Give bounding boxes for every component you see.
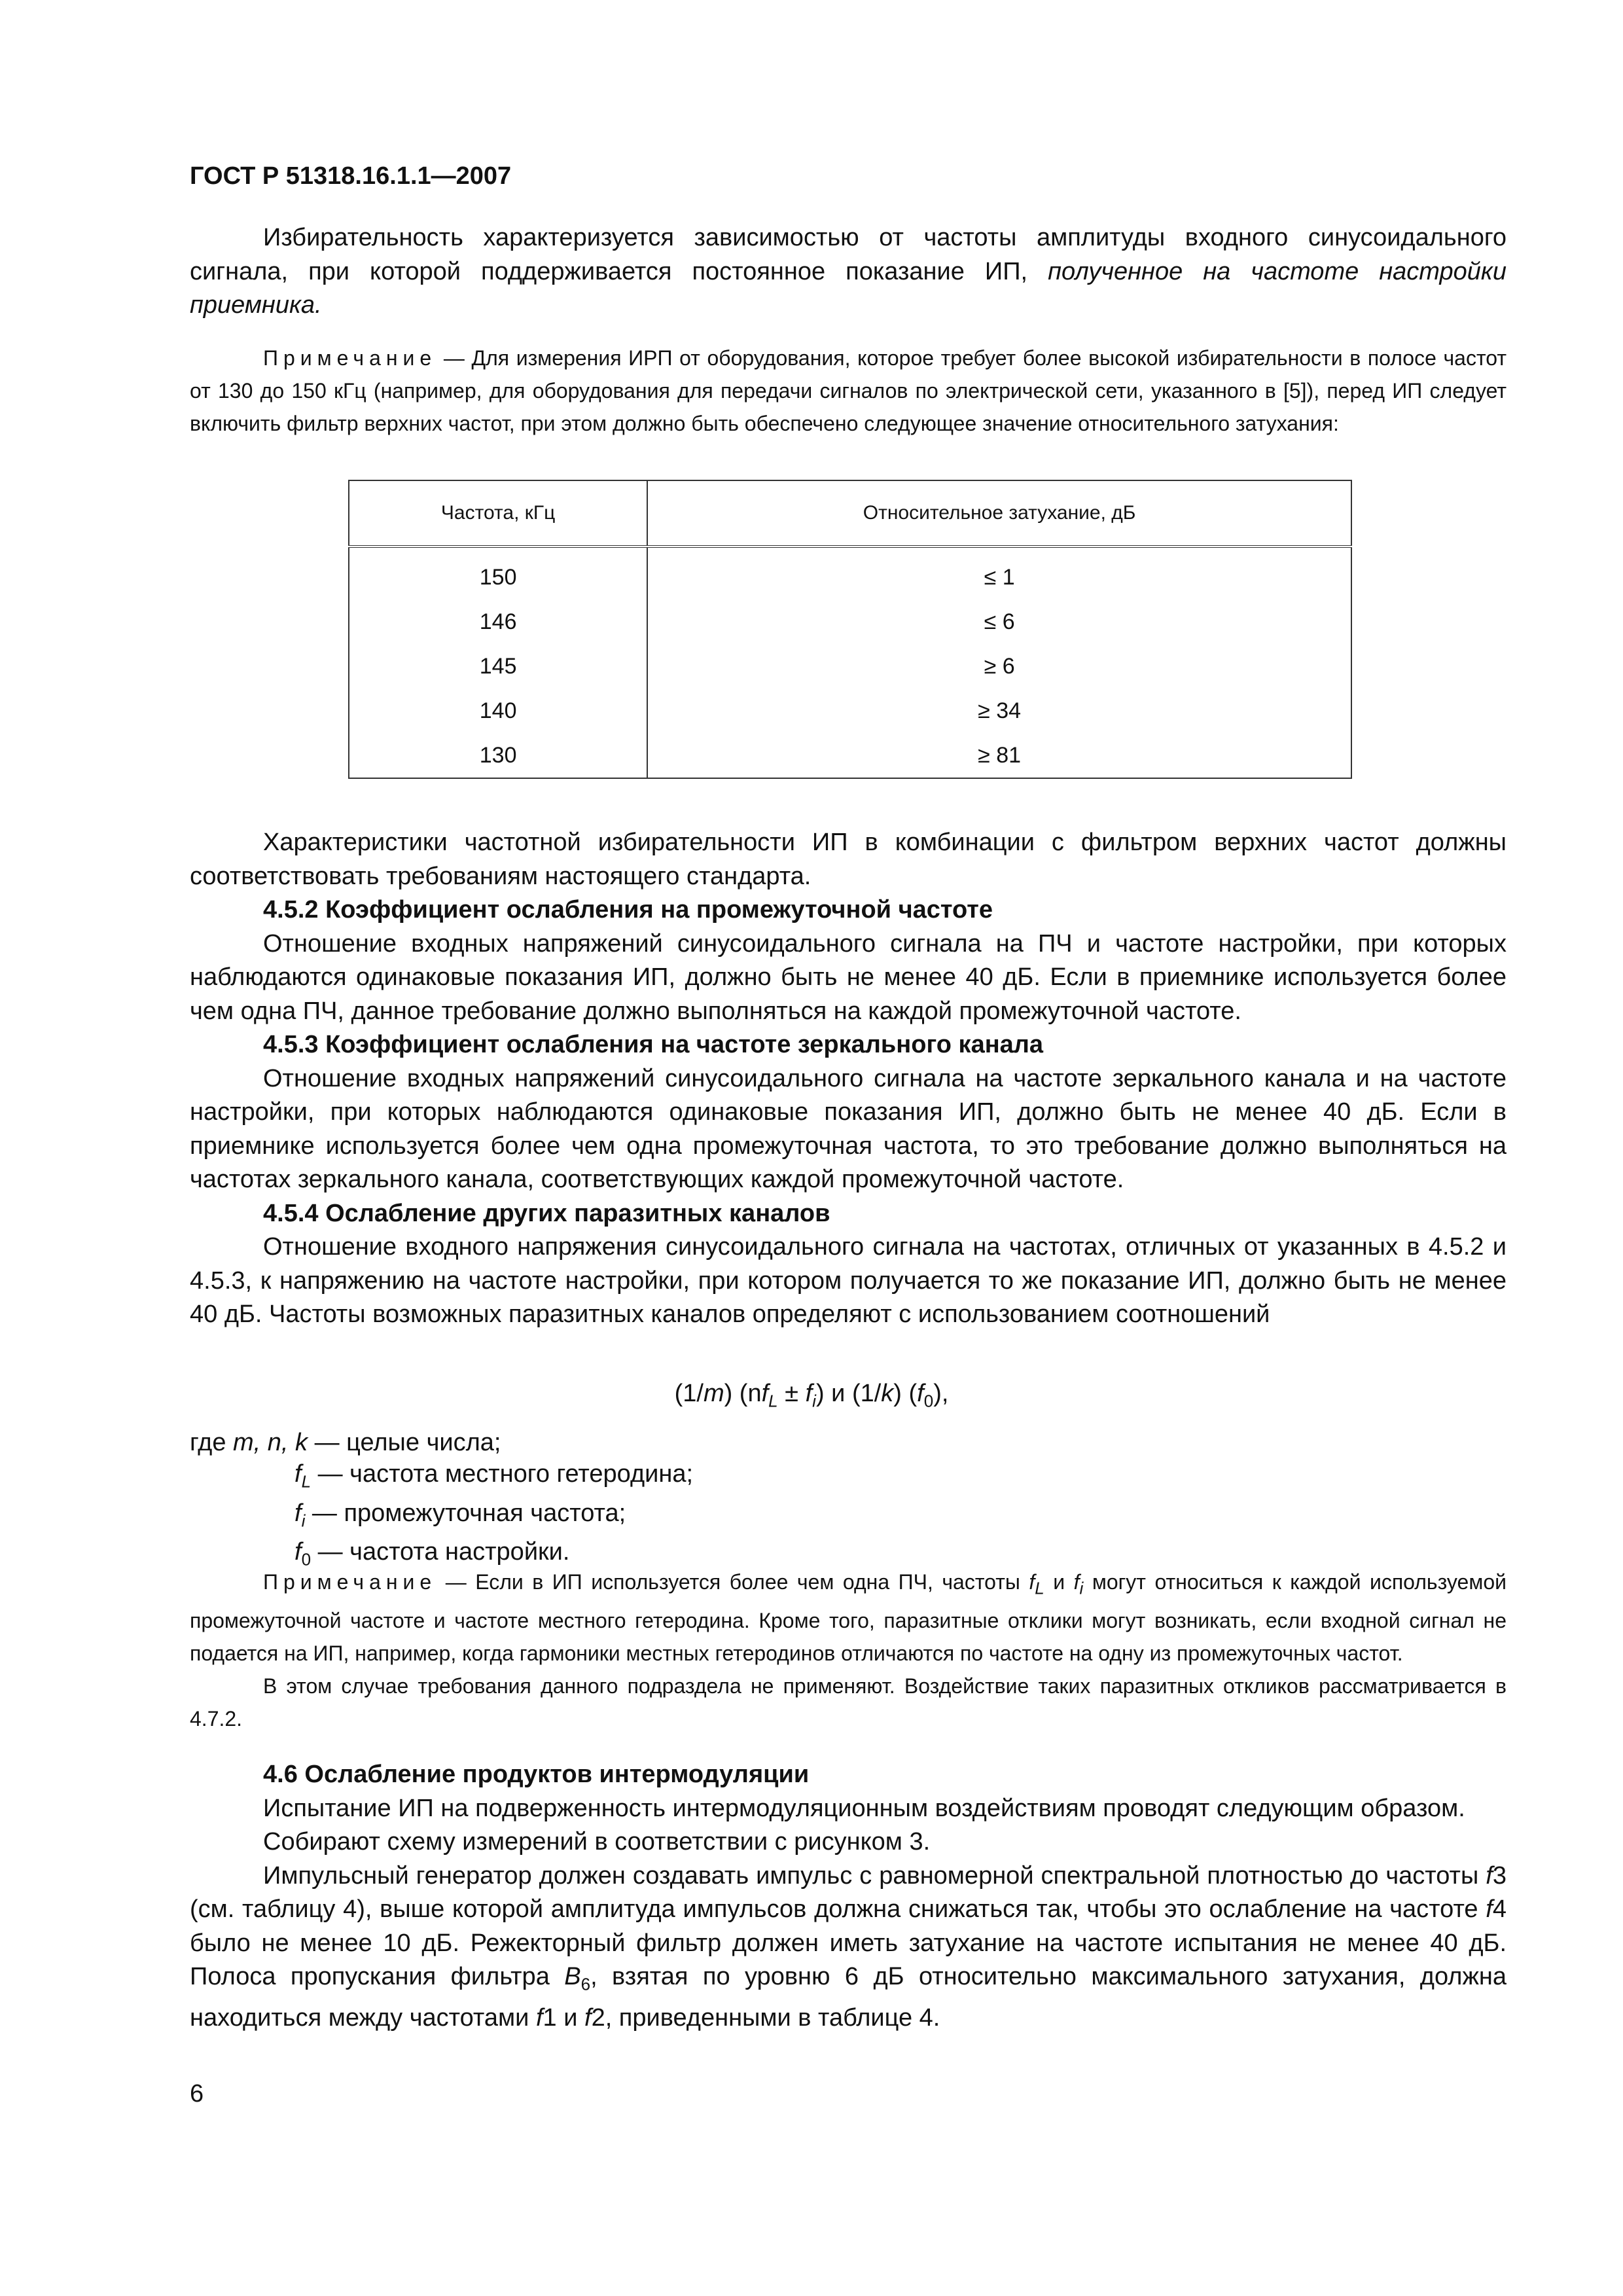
table-row xyxy=(349,547,1351,600)
italic-text: полученное на частоте настройки приемника. xyxy=(190,257,1507,319)
paragraph: Собирают схему измерений в соответствии с рисунком 3. xyxy=(263,1828,931,1856)
cell: ≥ 81 xyxy=(647,733,1351,778)
paragraph: Отношение входных напряжений синусоидального сигнала на ПЧ и частоте настройки, при которых наблюдаются одинаковые показания ИП, должно быть не менее 40 дБ. Если в приемнике используется более чем одна ПЧ, данное требование должно выполняться на каждой промежуточной частоте. xyxy=(190,929,1507,1025)
section-4-6 xyxy=(190,1758,1507,2036)
section-heading-4-6: 4.6 Ослабление продуктов интермодуляции xyxy=(263,1761,810,1788)
column-header: Частота, кГц xyxy=(349,480,647,547)
cell: 146 xyxy=(349,600,647,644)
note-label: Примечание xyxy=(263,346,437,370)
column-header: Относительное затухание, дБ xyxy=(647,480,1351,547)
table-row xyxy=(349,644,1351,689)
table-row xyxy=(349,689,1351,733)
cell: ≥ 34 xyxy=(647,689,1351,733)
formula: (1/m) $(nf_L \pm f_i)$ и (1/k) $(f_0)$, xyxy=(674,1380,949,1411)
cell: 130 xyxy=(349,733,647,778)
main-sections xyxy=(190,826,1507,1332)
paragraph: Отношение входных напряжений синусоидального сигнала на частоте зеркального канала и на частоте настройки, при которых наблюдаются одинаковые показания ИП, должно быть не менее 40 дБ. Если в приемнике используется более чем одна промежуточная частота, то это требование должно выполняться на частотах зеркального канала, соответствующих каждой промежуточной частоте. xyxy=(190,1064,1507,1193)
table-header-row xyxy=(349,480,1351,547)
attenuation-table xyxy=(348,480,1352,779)
table-row xyxy=(349,600,1351,644)
paragraph: Характеристики частотной избирательности ИП в комбинации с фильтром верхних частот должны соответствовать требованиям настоящего стандарта. xyxy=(190,829,1507,890)
note-1 xyxy=(190,342,1507,440)
paragraph: Отношение входного напряжения синусоидального сигнала на частотах, отличных от указанных в 4.5.2 и 4.5.3, к напряжению на частоте настройки, при котором получается то же показание ИП, должно быть не менее 40 дБ. Частоты возможных паразитных каналов определяют с использованием соотношений xyxy=(190,1233,1507,1328)
paragraph-selectivity xyxy=(190,221,1507,323)
text: Избирательность характеризуется зависимостью от частоты амплитуды входного синусоидального сигнала, при которой поддерживается постоянное показание ИП, xyxy=(190,224,1507,285)
note-2: Примечание — Если в ИП используется более чем одна ПЧ, частоты $f_L$ и $f_i$ могут относиться к каждой используемой промежуточной частоте и частоте местного гетеродина. Кроме того, паразитные отклики могут возникать, если входной сигнал не подается на ИП, например, когда гармоники местных гетеродинов отличаются по частоте на одну из промежуточных частот. В этом случае требования данного подраздела не применяют. Воздействие таких паразитных откликов рассматривается в 4.7.2. xyxy=(190,1570,1507,1731)
paragraph: Испытание ИП на подверженность интермодуляционным воздействиям проводят следующим образом. xyxy=(263,1794,1465,1822)
table-row xyxy=(349,733,1351,778)
page-number: 6 xyxy=(190,2080,204,2108)
cell: 140 xyxy=(349,689,647,733)
section-heading-4-5-3: 4.5.3 Коэффициент ослабления на частоте зеркального канала xyxy=(263,1031,1044,1058)
section-heading-4-5-2: 4.5.2 Коэффициент ослабления на промежуточной частоте xyxy=(263,896,993,924)
cell: 145 xyxy=(349,644,647,689)
paragraph: Импульсный генератор должен создавать импульс с равномерной спектральной плотностью до частоты f3 (см. таблицу 4), выше которой амплитуда импульсов должна снижаться так, чтобы это ослабление на частоте f4 было не менее 10 дБ. Режекторный фильтр должен иметь затухание на частоте испытания не менее 40 дБ. Полоса пропускания фильтра $B_6$, взятая по уровню 6 дБ относительно максимального затухания, должна находиться между частотами f1 и f2, приведенными в таблице 4. xyxy=(190,1861,1507,2032)
note-text: — Для измерения ИРП от оборудования, которое требует более высокой избирательности в полосе частот от 130 до 150 кГц (например, для оборудования для передачи сигналов по электрической сети, указанного в [5]), перед ИП следует включить фильтр верхних частот, при этом должно быть обеспечено следующее значение относительного затухания: xyxy=(190,346,1507,435)
document-header: ГОСТ Р 51318.16.1.1—2007 xyxy=(190,162,512,190)
variable-definitions: где m, n, k — целые числа; $f_L$ — частота местного гетеродина; $f_i$ — промежуточная частота; $f_0$ — частота настройки. xyxy=(190,1429,694,1570)
cell: ≥ 6 xyxy=(647,644,1351,689)
cell: 150 xyxy=(349,547,647,600)
section-heading-4-5-4: 4.5.4 Ослабление других паразитных каналов xyxy=(263,1199,830,1227)
cell: ≤ 1 xyxy=(647,547,1351,600)
cell: ≤ 6 xyxy=(647,600,1351,644)
